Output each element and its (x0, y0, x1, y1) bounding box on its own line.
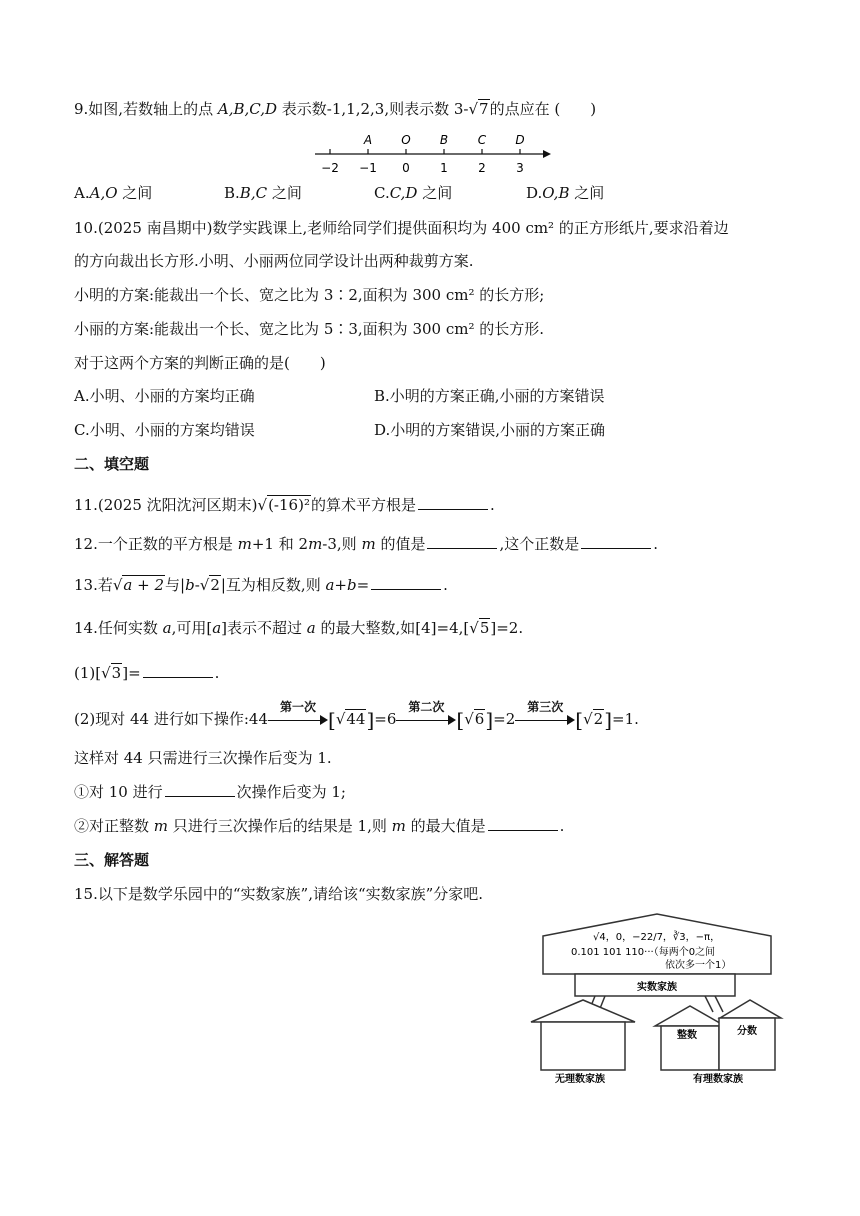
q10-option-d[interactable]: D.小明的方案错误,小丽的方案正确 (374, 421, 606, 439)
q15-stem: 15.以下是数学乐园中的“实数家族”,请给该“实数家族”分家吧. (74, 885, 484, 903)
tick-label: 3 (516, 161, 524, 175)
q14-line5: ②对正整数 m 只进行三次操作后的结果是 1,则 m 的最大值是 . (74, 817, 565, 835)
q9-option-b[interactable]: B.B,C 之间 (224, 184, 302, 202)
q14-part1-blank[interactable] (143, 663, 213, 678)
q14-line3: 这样对 44 只需进行三次操作后变为 1. (74, 749, 332, 767)
diagram-fraction-label: 分数 (737, 1026, 757, 1037)
q14-part1: (1)[√3]= . (74, 664, 220, 682)
point-letter: C (477, 133, 487, 147)
q10-option-a[interactable]: A.小明、小丽的方案均正确 (74, 387, 255, 405)
point-letter: A (363, 133, 373, 147)
section-fill-in: 二、填空题 (74, 455, 150, 473)
q9-option-a[interactable]: A.A,O 之间 (74, 184, 153, 202)
q14-line4: ①对 10 进行 次操作后变为 1; (74, 783, 346, 801)
number-line (305, 130, 565, 180)
diagram-numbers-line2: 0.101 101 110···（每两个0之间 (571, 947, 716, 958)
q9-option-c[interactable]: C.C,D 之间 (374, 184, 453, 202)
q10-line2: 的方向裁出长方形.小明、小丽两位同学设计出两种裁剪方案. (74, 252, 474, 270)
tick-label: 1 (440, 161, 448, 175)
diagram-irrational-label: 无理数家族 (555, 1074, 605, 1085)
q9-option-d[interactable]: D.O,B 之间 (526, 184, 605, 202)
tick-label: −1 (359, 161, 377, 175)
q11-answer-blank[interactable] (418, 495, 488, 510)
q13: 13.若√a + 2与|b-√2|互为相反数,则 a+b= . (74, 576, 448, 594)
q11: 11.(2025 沈阳沈河区期末)√(-16)²的算术平方根是 . (74, 496, 495, 514)
diagram-integer-label: 整数 (677, 1030, 697, 1041)
tick-label: 2 (478, 161, 486, 175)
arrow-op-2: 第二次 (396, 710, 456, 730)
q14-part2-2-blank[interactable] (488, 816, 558, 831)
q12-answer-blank-2[interactable] (581, 534, 651, 549)
point-letter: O (401, 133, 411, 147)
q10-option-c[interactable]: C.小明、小丽的方案均错误 (74, 421, 255, 439)
q9-stem: 9.如图,若数轴上的点 A,B,C,D 表示数-1,1,2,3,则表示数 3-√7的点应在 ( ) (74, 100, 597, 118)
q14-part2: (2)现对 44 进行如下操作:44 第一次 [√44]=6 第二次 [√6]=2 第三次 [√2]=1. (74, 700, 639, 732)
arrow-op-1: 第一次 (268, 710, 328, 730)
q12-answer-blank-1[interactable] (427, 534, 497, 549)
q10-line5: 对于这两个方案的判断正确的是( ) (74, 354, 326, 372)
point-letter: D (515, 133, 525, 147)
tick-label: 0 (402, 161, 410, 175)
q13-answer-blank[interactable] (371, 575, 441, 590)
point-letter: B (439, 133, 449, 147)
sqrt-7: √7 (468, 100, 489, 118)
q10-line3: 小明的方案:能裁出一个长、宽之比为 3∶2,面积为 300 cm² 的长方形; (74, 286, 545, 304)
q10-option-b[interactable]: B.小明的方案正确,小丽的方案错误 (374, 387, 605, 405)
q10-line4: 小丽的方案:能裁出一个长、宽之比为 5∶3,面积为 300 cm² 的长方形. (74, 320, 545, 338)
diagram-family-label: 实数家族 (637, 982, 677, 993)
q14-stem: 14.任何实数 a,可用[a]表示不超过 a 的最大整数,如[4]=4,[√5]=2. (74, 619, 524, 637)
tick-label: −2 (321, 161, 339, 175)
diagram-numbers-line3: 依次多一个1） (665, 960, 732, 971)
diagram-rational-label: 有理数家族 (693, 1074, 743, 1085)
q10-line1: 10.(2025 南昌期中)数学实践课上,老师给同学们提供面积均为 400 cm² 的正方形纸片,要求沿着边 (74, 219, 729, 237)
section-answer: 三、解答题 (74, 851, 150, 869)
real-number-family-diagram (525, 908, 795, 1088)
q14-part2-1-blank[interactable] (165, 782, 235, 797)
q12: 12.一个正数的平方根是 m+1 和 2m-3,则 m 的值是 ,这个正数是 . (74, 535, 659, 553)
diagram-numbers-line1: √4，0，−22/7，∛3，−π， (593, 932, 721, 943)
arrow-op-3: 第三次 (515, 710, 575, 730)
